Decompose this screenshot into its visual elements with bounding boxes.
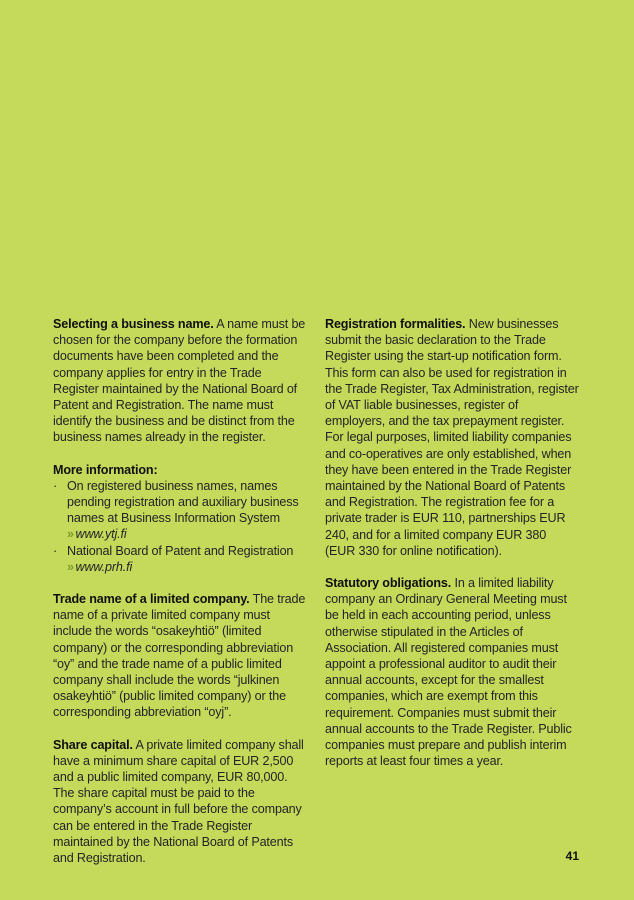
double-chevron-icon: » — [67, 527, 73, 542]
double-chevron-icon: » — [67, 559, 73, 574]
paragraph-share-capital — [53, 737, 307, 867]
paragraph-trade-name — [53, 591, 307, 721]
paragraph-lead-statutory-obligations: Statutory obligations. — [325, 576, 452, 591]
paragraph-lead-trade-name: Trade name of a limited company. — [53, 592, 250, 607]
list-item — [53, 543, 307, 575]
url-link-prh[interactable]: www.prh.fi — [75, 559, 133, 574]
list-item-text: On registered business names, names pending registration and auxiliary business names at Business Information System — [67, 478, 299, 526]
list-item — [53, 478, 307, 543]
paragraph-lead-selecting-business-name: Selecting a business name. — [53, 317, 214, 331]
paragraph-body-trade-name: The trade name of a private limited company must include the words “osakeyhtiö” (limited company) or the corresponding abbreviation “oy” and the trade name of a public limited company shall include the words “julkinen osakeyhtiö” (public limited company) or the corresponding abbreviation “oyj”. — [53, 592, 306, 720]
paragraph-body-statutory-obligations: In a limited liability company an Ordinary General Meeting must be held in each accounting period, unless otherwise stipulated in the Articles of Association. All registered companies must appoint a professional auditor to audit their annual accounts, except for the smallest companies, which are exempt from this requirement. Companies must submit their annual accounts to the Trade Register. Public companies must prepare and publish interim reports at least four times a year. — [325, 576, 572, 769]
page-number: 41 — [565, 849, 579, 863]
url-link-ytj[interactable]: www.ytj.fi — [75, 527, 127, 542]
paragraph-lead-share-capital: Share capital. — [53, 737, 133, 752]
paragraph-registration-formalities — [325, 316, 579, 559]
paragraph-body-share-capital: A private limited company shall have a minimum share capital of EUR 2,500 and a public limited company, EUR 80,000. The share capital must be paid to the company’s account in full before the company can be entered in the Trade Register maintained by the National Board of Patents and Registration. — [53, 737, 304, 866]
left-column — [53, 316, 307, 882]
paragraph-selecting-business-name — [53, 316, 307, 446]
paragraph-body-selecting-business-name: A name must be chosen for the company before the formation documents have been completed and the company applies for entry in the Trade Register maintained by the National Board of Patent and Registration. The name must identify the business and be distinct from the business names already in the register. — [53, 317, 306, 445]
right-column — [325, 316, 579, 882]
more-information-heading: More information: — [53, 462, 158, 477]
more-information-list — [53, 478, 307, 575]
paragraph-statutory-obligations — [325, 575, 579, 769]
bullet-dot-icon: · — [53, 543, 58, 558]
two-column-text-layout — [53, 316, 579, 882]
list-item-content — [67, 543, 293, 575]
bullet-dot-icon: · — [53, 478, 58, 493]
paragraph-lead-registration-formalities: Registration formalities. — [325, 317, 466, 331]
link-line — [67, 559, 293, 575]
link-line — [67, 526, 307, 542]
list-item-content — [67, 478, 307, 543]
list-item-text: National Board of Patent and Registration — [67, 543, 294, 558]
paragraph-body-registration-formalities: New businesses submit the basic declaration to the Trade Register using the start-up notification form. This form can also be used for registration in the Trade Register, Tax Administration, register of VAT liable businesses, register of employers, and the tax prepayment register. For legal purposes, limited liability companies and co-operatives are only established, when they have been entered in the Trade Register maintained by the National Board of Patents and Registration. The registration fee for a private trader is EUR 110, partnerships EUR 240, and for a limited company EUR 380 (EUR 330 for online notification). — [325, 317, 579, 558]
